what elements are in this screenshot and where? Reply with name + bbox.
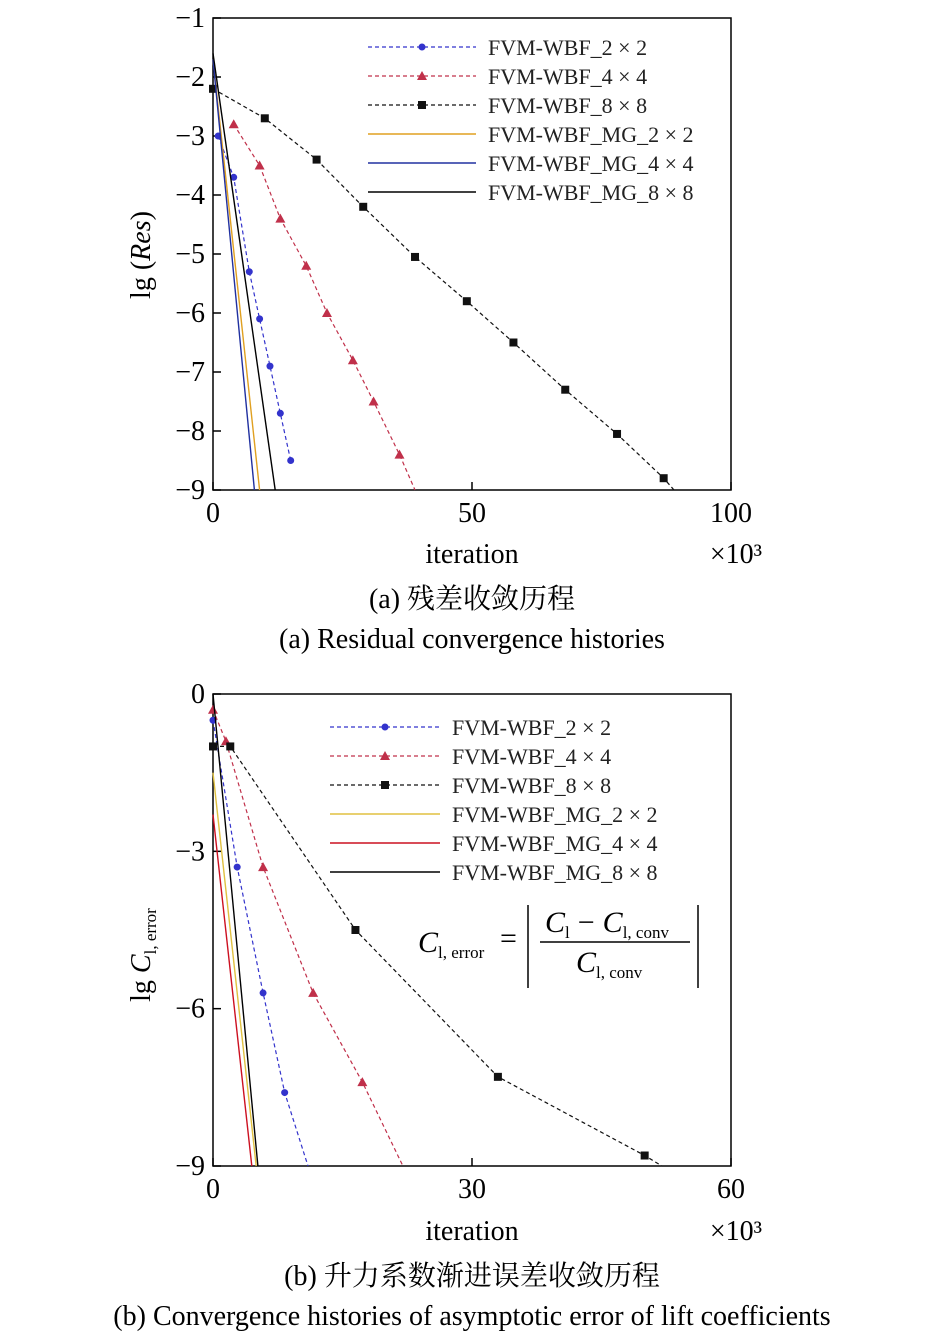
panel-a-legend (368, 35, 694, 205)
data-point (208, 705, 218, 714)
formula-equals: = (500, 922, 517, 955)
data-point (256, 315, 263, 322)
x-tick-label: 100 (710, 498, 752, 529)
formula-lhs: $C_{l, error}$ (418, 926, 485, 962)
series-line-3 (213, 89, 674, 490)
x-tick-label: 0 (206, 498, 220, 529)
panel-b-legend (330, 715, 658, 885)
series-line-6 (213, 694, 258, 1166)
data-point (357, 1077, 367, 1086)
y-tick-label: −3 (175, 121, 205, 152)
caption-b-en: (b) Convergence histories of asymptotic error of lift coefficients (113, 1301, 831, 1332)
data-point (281, 1089, 288, 1096)
legend-marker (382, 724, 389, 731)
y-tick-label: −3 (175, 836, 205, 868)
data-point (301, 261, 311, 270)
data-point (258, 862, 268, 871)
y-tick-label: −8 (175, 416, 205, 447)
data-point (369, 397, 379, 406)
y-tick-label: −9 (175, 1151, 205, 1182)
y-tick-label: −5 (175, 239, 205, 270)
panel-a-ylabel: lg (Res) (126, 211, 157, 299)
data-point (313, 156, 321, 164)
data-point (277, 410, 284, 417)
y-tick-label: −6 (175, 298, 205, 329)
data-point (561, 386, 569, 394)
legend-label: FVM-WBF_2 × 2 (452, 715, 612, 740)
panel-a-chart (126, 3, 762, 655)
legend-label: FVM-WBF_2 × 2 (488, 35, 648, 60)
x-tick-label: 60 (717, 1174, 745, 1205)
data-point (394, 450, 404, 459)
panel-a-x-multiplier: ×10³ (709, 539, 762, 570)
data-point (275, 214, 285, 223)
data-point (613, 430, 621, 438)
data-point (463, 297, 471, 305)
data-point (287, 457, 294, 464)
data-point (266, 363, 273, 370)
legend-label: FVM-WBF_MG_4 × 4 (452, 831, 658, 856)
data-point (509, 339, 517, 347)
data-point (209, 742, 217, 750)
y-tick-label: −2 (175, 62, 205, 93)
panel-a-ticks (175, 3, 752, 529)
data-point (261, 114, 269, 122)
data-point (322, 308, 332, 317)
caption-a-cn: (a) 残差收敛历程 (368, 584, 576, 615)
data-point (260, 989, 267, 996)
data-point (234, 864, 241, 871)
legend-label: FVM-WBF_MG_2 × 2 (488, 122, 694, 147)
series-line-2 (234, 124, 415, 490)
y-tick-label: −1 (175, 3, 205, 34)
data-point (229, 119, 239, 128)
panel-b-ylabel: $\lg C_{l, error}$ (126, 908, 160, 1002)
legend-label: FVM-WBF_8 × 8 (452, 773, 612, 798)
y-tick-label: −9 (175, 475, 205, 506)
legend-label: FVM-WBF_MG_8 × 8 (488, 180, 694, 205)
panel-b-xlabel: iteration (425, 1216, 519, 1247)
legend-marker (418, 101, 426, 109)
data-point (246, 268, 253, 275)
data-point (351, 926, 359, 934)
y-tick-label: −4 (175, 180, 205, 211)
series-line-2 (213, 710, 403, 1166)
formula-numerator: $C_l - C_{l, conv}$ (545, 906, 669, 942)
data-point (641, 1152, 649, 1160)
series-line-5 (213, 815, 252, 1166)
data-point (308, 988, 318, 997)
legend-marker (381, 781, 389, 789)
caption-b-cn: (b) 升力系数渐进误差收敛历程 (284, 1261, 660, 1292)
panel-a-frame (213, 18, 731, 490)
data-point (359, 203, 367, 211)
y-tick-label: 0 (191, 679, 205, 710)
formula-denominator: $C_{l, conv}$ (576, 946, 643, 982)
data-point (660, 474, 668, 482)
panel-b-x-multiplier: ×10³ (709, 1216, 762, 1247)
panel-a-series (209, 53, 674, 490)
legend-label: FVM-WBF_MG_4 × 4 (488, 151, 694, 176)
data-point (494, 1073, 502, 1081)
data-point (255, 161, 265, 170)
legend-label: FVM-WBF_4 × 4 (452, 744, 612, 769)
data-point (226, 742, 234, 750)
data-point (348, 355, 358, 364)
data-point (411, 253, 419, 261)
legend-label: FVM-WBF_4 × 4 (488, 64, 648, 89)
x-tick-label: 0 (206, 1174, 220, 1205)
panel-a-xlabel: iteration (425, 539, 519, 570)
panel-b-chart (113, 679, 830, 1332)
error-formula (418, 905, 698, 988)
y-tick-label: −6 (175, 993, 205, 1025)
caption-a-en: (a) Residual convergence histories (279, 624, 665, 655)
legend-label: FVM-WBF_MG_2 × 2 (452, 802, 658, 827)
legend-label: FVM-WBF_8 × 8 (488, 93, 648, 118)
y-tick-label: −7 (175, 357, 205, 388)
x-tick-label: 30 (458, 1174, 486, 1205)
legend-marker (419, 44, 426, 51)
x-tick-label: 50 (458, 498, 486, 529)
legend-label: FVM-WBF_MG_8 × 8 (452, 860, 658, 885)
series-line-4 (213, 773, 256, 1166)
